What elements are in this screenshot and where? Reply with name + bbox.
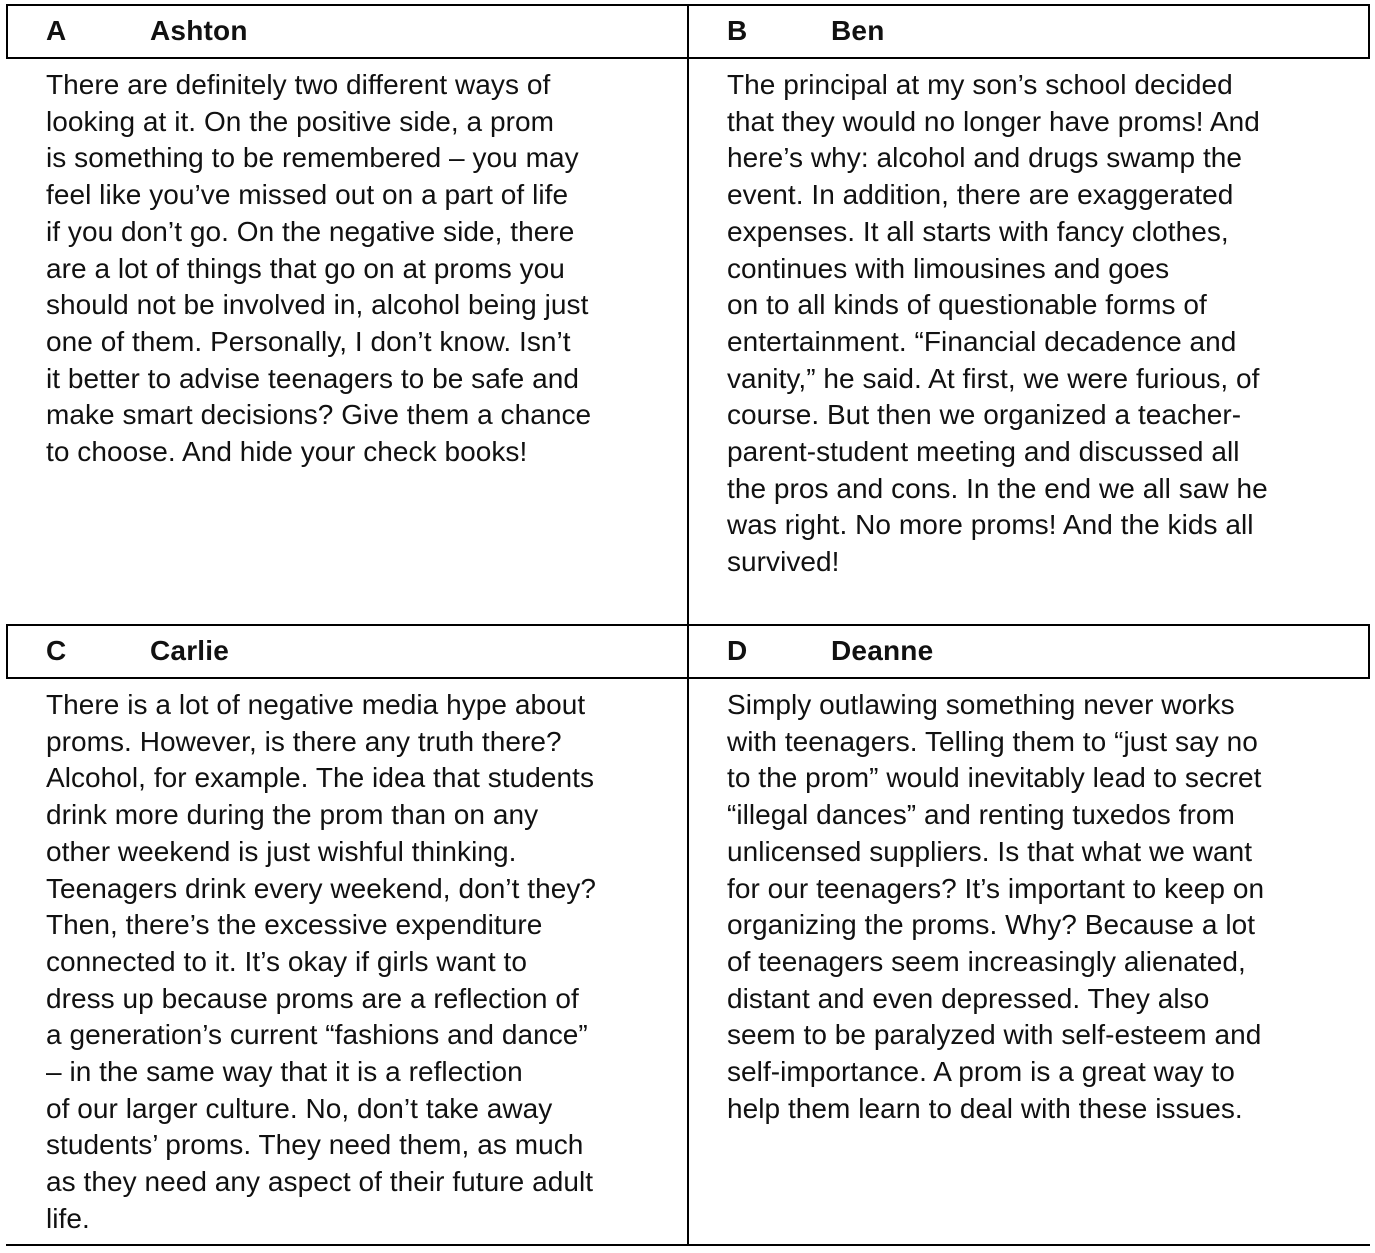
opinion-header-a (46, 6, 248, 56)
opinion-letter: B (727, 15, 748, 46)
left-header-border-bottom (6, 624, 8, 679)
opinion-author-name: Deanne (831, 635, 934, 666)
opinion-text-b: The principal at my son’s school decided that they would no longer have proms! And here’s why: alcohol and drugs swamp the event. In addition, there are exaggerated expenses. It all starts with fancy clothes, continues with limousines and goes on to all kinds of questionable forms of entertainment. “Financial decadence and vanity,” he said. At first, we were furious, of course. But then we organized a teacher- parent-student meeting and discussed all the pros and cons. In the end we all saw he was right. No more proms! And the kids all survived! (727, 69, 1268, 578)
opinion-header-b (727, 6, 885, 56)
right-header-border-top (1368, 4, 1370, 59)
left-header-border-top (6, 4, 8, 59)
opinion-author-name: Carlie (150, 635, 230, 666)
opinion-text-a: There are definitely two different ways of looking at it. On the positive side, a prom is something to be remembered – you may feel like you’ve missed out on a part of life if you don’t go. On the negative side, there are a lot of things that go on at proms you should not be involved in, alcohol being just one of them. Personally, I don’t know. Isn’t it better to advise teenagers to be safe and make smart decisions? Give them a chance to choose. And hide your check books! (46, 69, 592, 468)
opinion-header-d (727, 626, 933, 676)
opinion-letter: A (46, 15, 67, 46)
right-header-border-bottom (1368, 624, 1370, 679)
opinion-text-d: Simply outlawing something never works with teenagers. Telling them to “just say no to the prom” would inevitably lead to secret “illegal dances” and renting tuxedos from unlicensed suppliers. Is that what we want for our teenagers? It’s important to keep on organizing the proms. Why? Because a lot of teenagers seem increasingly alienated, distant and even depressed. They also seem to be paralyzed with self-esteem and self-importance. A prom is a great way to help them learn to deal with these issues. (727, 689, 1265, 1124)
opinion-letter: C (46, 635, 67, 666)
opinion-letter: D (727, 635, 748, 666)
opinion-author-name: Ben (831, 15, 885, 46)
opinion-header-c (46, 626, 229, 676)
opinion-author-name: Ashton (150, 15, 248, 46)
opinion-text-c: There is a lot of negative media hype about proms. However, is there any truth there? Alcohol, for example. The idea that students drink more during the prom than on any other weekend is just wishful thinking. Teenagers drink every weekend, don’t they? Then, there’s the excessive expenditure connected to it. It’s okay if girls want to dress up because proms are a reflection of a generation’s current “fashions and dance” – in the same way that it is a reflection of our larger culture. No, don’t take away students’ proms. They need them, as much as they need any aspect of their future adult life. (46, 689, 596, 1234)
center-column-divider (687, 4, 689, 1246)
